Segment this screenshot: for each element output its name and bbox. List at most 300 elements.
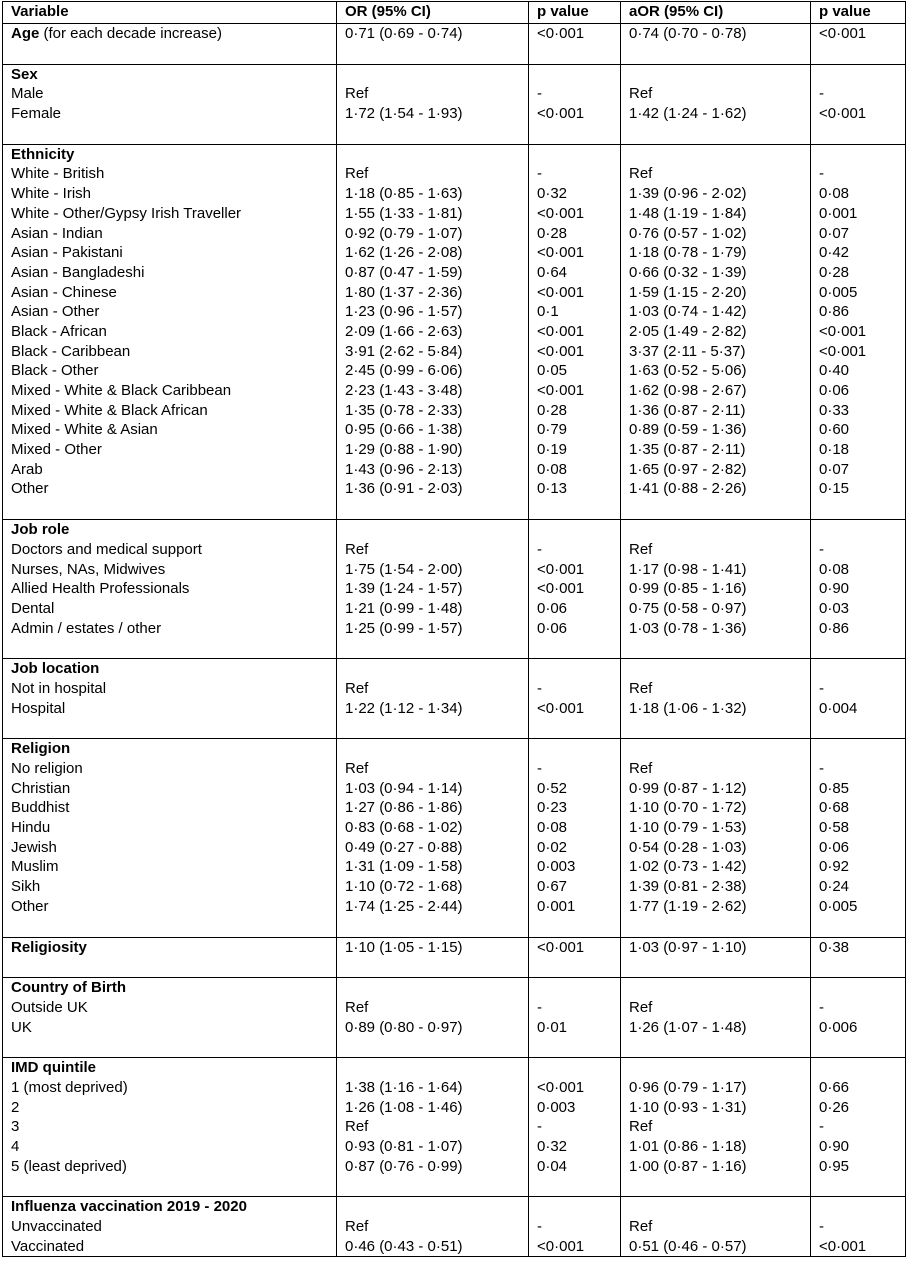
row-value: 0·86: [819, 619, 850, 637]
section-title: [11, 978, 336, 998]
row-value: 0·08: [537, 819, 568, 837]
row-value: 1·01 (0·86 - 1·18): [629, 1138, 747, 1155]
section-summary-value: [345, 1197, 528, 1217]
row-value: 1·03 (0·74 - 1·42): [629, 303, 747, 321]
or-cell: [337, 739, 529, 937]
row-value: 1·36 (0·87 - 2·11): [629, 401, 746, 419]
row-value: 0·004: [819, 699, 858, 717]
adjusted-p-value-cell: [811, 24, 906, 65]
row-value: <0·001: [537, 322, 585, 340]
odds-ratio-table: [2, 1, 906, 1257]
row-value: 0·51 (0·46 - 0·57): [629, 1237, 747, 1255]
row-value: -: [537, 1218, 542, 1236]
header-row: [3, 2, 906, 24]
row-label: Other: [11, 480, 49, 498]
row-label: Buddhist: [11, 799, 70, 817]
section-summary-value: [345, 65, 528, 85]
row-value: Ref: [629, 1218, 653, 1236]
adjusted-p-value-cell: [811, 659, 906, 739]
row-label: Black - African: [11, 322, 107, 340]
row-value: Ref: [629, 1118, 653, 1136]
row-value: 0·90: [819, 1138, 850, 1155]
section-summary-value: [819, 520, 905, 540]
section-title-bold: Influenza vaccination 2019 - 2020: [11, 1198, 247, 1216]
row-value: <0·001: [537, 1078, 585, 1096]
row-value: 0·96 (0·79 - 1·17): [629, 1078, 747, 1096]
row-value: 3·91 (2·62 - 5·84): [345, 342, 463, 360]
row-value: -: [819, 679, 824, 697]
row-label: UK: [11, 1018, 32, 1036]
row-value: 1·31 (1·09 - 1·58): [345, 858, 463, 876]
section-row: [3, 978, 906, 1058]
section-summary-value: [819, 65, 905, 85]
section-summary-value: [537, 1058, 620, 1078]
row-value: <0·001: [537, 560, 585, 578]
row-value: 1·27 (0·86 - 1·86): [345, 799, 463, 817]
row-label: Hindu: [11, 819, 51, 837]
adjusted-p-value-cell: [811, 64, 906, 144]
row-value: <0·001: [537, 580, 585, 598]
row-value: 0·001: [537, 897, 576, 915]
row-value: 1·63 (0·52 - 5·06): [629, 362, 747, 380]
row-value: <0·001: [819, 105, 867, 123]
adjusted-p-value-cell: [811, 1058, 906, 1197]
row-value: 3·37 (2·11 - 5·37): [629, 342, 746, 360]
row-value: 2·23 (1·43 - 3·48): [345, 382, 463, 399]
row-label: Asian - Pakistani: [11, 244, 123, 262]
row-value: 0·003: [537, 858, 576, 876]
row-label: Other: [11, 897, 49, 915]
row-value: -: [819, 760, 824, 777]
section-row: [3, 937, 906, 978]
or-cell: [337, 520, 529, 659]
row-value: 0·28: [537, 224, 568, 242]
row-value: 1·74 (1·25 - 2·44): [345, 897, 463, 915]
variable-cell: [3, 1058, 337, 1197]
variable-cell: [3, 144, 337, 519]
adjusted-p-value-cell: [811, 978, 906, 1058]
section-row: [3, 64, 906, 144]
row-value: 0·64: [537, 263, 568, 281]
row-value: Ref: [345, 540, 369, 558]
or-cell: [337, 1058, 529, 1197]
section-summary-value: [629, 739, 810, 759]
row-label: Male: [11, 85, 44, 103]
row-value: 0·89 (0·80 - 0·97): [345, 1018, 463, 1036]
row-value: 0·006: [819, 1018, 858, 1036]
header-variable: Variable: [3, 2, 337, 24]
row-value: 1·39 (0·81 - 2·38): [629, 878, 747, 896]
variable-cell: [3, 520, 337, 659]
row-value: 0·04: [537, 1157, 568, 1175]
row-value: 1·21 (0·99 - 1·48): [345, 599, 463, 617]
section-summary-value: <0·001: [537, 25, 585, 42]
row-label: Doctors and medical support: [11, 540, 202, 558]
section-summary-value: [537, 520, 620, 540]
row-value: -: [819, 165, 824, 183]
variable-cell: [3, 24, 337, 65]
row-label: No religion: [11, 760, 83, 777]
section-title-bold: IMD quintile: [11, 1059, 96, 1077]
variable-cell: [3, 739, 337, 937]
row-value: <0·001: [819, 1237, 867, 1255]
row-label: Mixed - White & Asian: [11, 421, 158, 439]
variable-cell: [3, 659, 337, 739]
p-value-cell: [529, 978, 621, 1058]
aor-cell: [621, 64, 811, 144]
row-value: 1·43 (0·96 - 2·13): [345, 460, 463, 478]
row-value: 0·06: [819, 382, 850, 399]
section-summary-value: [537, 145, 620, 165]
row-value: 0·19: [537, 441, 568, 459]
row-label: Jewish: [11, 838, 57, 856]
row-label: Asian - Bangladeshi: [11, 263, 145, 281]
row-label: Mixed - Other: [11, 441, 102, 459]
row-label: Mixed - White & Black African: [11, 401, 208, 419]
adjusted-p-value-cell: [811, 1197, 906, 1257]
aor-cell: [621, 1197, 811, 1257]
section-title: [11, 938, 336, 958]
row-value: 0·26: [819, 1098, 850, 1116]
row-value: <0·001: [819, 342, 867, 360]
row-value: 0·05: [537, 362, 568, 380]
row-value: Ref: [345, 760, 369, 777]
row-value: 0·13: [537, 480, 568, 498]
section-summary-value: <0·001: [819, 25, 867, 42]
section-summary-value: [819, 1058, 905, 1078]
row-value: 0·49 (0·27 - 0·88): [345, 838, 463, 856]
row-value: 0·67: [537, 878, 568, 896]
row-label: Christian: [11, 779, 71, 797]
section-summary-value: [345, 739, 528, 759]
aor-cell: [621, 24, 811, 65]
row-value: <0·001: [819, 322, 867, 340]
section-summary-value: [819, 739, 905, 759]
row-value: 0·99 (0·85 - 1·16): [629, 580, 747, 598]
section-row: [3, 1058, 906, 1197]
row-value: -: [819, 540, 824, 558]
row-label: Admin / estates / other: [11, 619, 162, 637]
section-summary-value: [345, 659, 528, 679]
row-value: 0·83 (0·68 - 1·02): [345, 819, 463, 837]
row-value: -: [819, 998, 824, 1016]
row-value: Ref: [345, 1218, 369, 1236]
section-title: [11, 145, 336, 165]
row-value: 0·60: [819, 421, 850, 439]
p-value-cell: [529, 1197, 621, 1257]
row-label: Asian - Chinese: [11, 283, 117, 301]
p-value-cell: [529, 144, 621, 519]
row-value: 0·66: [819, 1078, 850, 1096]
row-value: 0·93 (0·81 - 1·07): [345, 1138, 463, 1155]
row-value: 1·62 (0·98 - 2·67): [629, 382, 747, 399]
row-value: 0·92 (0·79 - 1·07): [345, 224, 463, 242]
row-value: 0·32: [537, 1138, 568, 1155]
row-value: 1·17 (0·98 - 1·41): [629, 560, 747, 578]
header-aor: aOR (95% CI): [621, 2, 811, 24]
section-row: [3, 659, 906, 739]
row-value: Ref: [345, 165, 369, 183]
row-value: 1·65 (0·97 - 2·82): [629, 460, 747, 478]
row-value: 0·001: [819, 204, 858, 222]
row-value: 0·33: [819, 401, 850, 419]
section-title-bold: Country of Birth: [11, 979, 126, 997]
row-value: 0·95 (0·66 - 1·38): [345, 421, 463, 439]
row-value: 0·03: [819, 599, 850, 617]
section-title-suffix: (for each decade increase): [39, 25, 222, 42]
row-value: 1·36 (0·91 - 2·03): [345, 480, 463, 498]
row-value: <0·001: [537, 699, 585, 717]
row-value: 1·55 (1·33 - 1·81): [345, 204, 463, 222]
adjusted-p-value-cell: [811, 937, 906, 978]
row-value: <0·001: [537, 244, 585, 262]
row-value: 1·72 (1·54 - 1·93): [345, 105, 463, 123]
or-cell: [337, 24, 529, 65]
row-value: 0·87 (0·76 - 0·99): [345, 1157, 463, 1175]
row-value: 1·26 (1·07 - 1·48): [629, 1018, 747, 1036]
section-title-bold: Job role: [11, 521, 70, 539]
aor-cell: [621, 1058, 811, 1197]
or-cell: [337, 937, 529, 978]
section-row: [3, 520, 906, 659]
row-value: Ref: [345, 998, 369, 1016]
row-value: 0·23: [537, 799, 568, 817]
section-title-bold: Job location: [11, 660, 100, 678]
row-label: Female: [11, 105, 62, 123]
section-summary-value: 1·03 (0·97 - 1·10): [629, 938, 747, 956]
row-label: White - Irish: [11, 185, 92, 203]
section-summary-value: [537, 65, 620, 85]
row-value: 1·25 (0·99 - 1·57): [345, 619, 463, 637]
aor-cell: [621, 978, 811, 1058]
row-value: 0·46 (0·43 - 0·51): [345, 1237, 463, 1255]
row-value: 1·10 (0·93 - 1·31): [629, 1098, 747, 1116]
row-value: 0·42: [819, 244, 850, 262]
row-value: 1·03 (0·94 - 1·14): [345, 779, 463, 797]
row-value: 0·02: [537, 838, 568, 856]
row-value: Ref: [629, 760, 653, 777]
row-value: 1·62 (1·26 - 2·08): [345, 244, 463, 262]
variable-cell: [3, 937, 337, 978]
section-summary-value: [629, 659, 810, 679]
section-summary-value: [345, 520, 528, 540]
row-value: 1·03 (0·78 - 1·36): [629, 619, 747, 637]
row-value: 1·02 (0·73 - 1·42): [629, 858, 747, 876]
row-value: 0·005: [819, 283, 858, 301]
section-summary-value: <0·001: [537, 938, 585, 956]
row-value: 0·005: [819, 897, 858, 915]
section-title: [11, 659, 336, 679]
row-value: -: [819, 1118, 824, 1136]
row-value: Ref: [629, 998, 653, 1016]
row-label: Unvaccinated: [11, 1218, 102, 1236]
row-value: 0·01: [537, 1018, 568, 1036]
row-value: 0·58: [819, 819, 850, 837]
row-label: Outside UK: [11, 998, 88, 1016]
p-value-cell: [529, 64, 621, 144]
section-summary-value: 0·38: [819, 938, 850, 956]
row-value: 2·05 (1·49 - 2·82): [629, 322, 747, 340]
row-value: 1·80 (1·37 - 2·36): [345, 283, 463, 301]
row-value: 0·24: [819, 878, 850, 896]
row-value: 0·40: [819, 362, 850, 380]
row-value: <0·001: [537, 382, 585, 399]
adjusted-p-value-cell: [811, 739, 906, 937]
row-label: White - British: [11, 165, 105, 183]
section-title-bold: Age: [11, 25, 40, 42]
row-label: 3: [11, 1118, 20, 1136]
section-summary-value: 0·74 (0·70 - 0·78): [629, 25, 747, 42]
section-summary-value: [629, 520, 810, 540]
row-value: -: [537, 1118, 542, 1136]
row-value: <0·001: [537, 283, 585, 301]
section-summary-value: [537, 978, 620, 998]
row-value: <0·001: [537, 1237, 585, 1255]
row-value: 0·66 (0·32 - 1·39): [629, 263, 747, 281]
row-value: 1·29 (0·88 - 1·90): [345, 441, 463, 459]
aor-cell: [621, 659, 811, 739]
row-value: 1·10 (0·72 - 1·68): [345, 878, 463, 896]
row-label: Sikh: [11, 878, 41, 896]
row-value: 1·10 (0·70 - 1·72): [629, 799, 747, 817]
p-value-cell: [529, 659, 621, 739]
row-label: Nurses, NAs, Midwives: [11, 560, 166, 578]
row-label: Mixed - White & Black Caribbean: [11, 382, 232, 399]
aor-cell: [621, 144, 811, 519]
row-value: 1·35 (0·78 - 2·33): [345, 401, 463, 419]
row-value: 0·003: [537, 1098, 576, 1116]
section-summary-value: 1·10 (1·05 - 1·15): [345, 938, 463, 956]
aor-cell: [621, 937, 811, 978]
row-value: 1·10 (0·79 - 1·53): [629, 819, 747, 837]
aor-cell: [621, 520, 811, 659]
section-summary-value: [629, 65, 810, 85]
section-summary-value: [537, 659, 620, 679]
section-summary-value: [629, 978, 810, 998]
row-value: 0·68: [819, 799, 850, 817]
row-value: -: [537, 998, 542, 1016]
variable-cell: [3, 64, 337, 144]
or-cell: [337, 978, 529, 1058]
row-value: 0·06: [537, 599, 568, 617]
row-value: 1·77 (1·19 - 2·62): [629, 897, 747, 915]
row-value: Ref: [345, 1118, 369, 1136]
row-label: Asian - Other: [11, 303, 100, 321]
section-summary-value: [819, 1197, 905, 1217]
row-label: Not in hospital: [11, 679, 107, 697]
row-value: 1·39 (1·24 - 1·57): [345, 580, 463, 598]
row-value: 0·75 (0·58 - 0·97): [629, 599, 747, 617]
row-label: Vaccinated: [11, 1237, 85, 1255]
or-cell: [337, 64, 529, 144]
row-value: 1·59 (1·15 - 2·20): [629, 283, 747, 301]
row-value: Ref: [345, 679, 369, 697]
row-value: 1·18 (0·85 - 1·63): [345, 185, 463, 203]
row-label: Dental: [11, 599, 55, 617]
row-label: Arab: [11, 460, 43, 478]
or-cell: [337, 1197, 529, 1257]
section-summary-value: [819, 145, 905, 165]
row-value: 0·07: [819, 224, 850, 242]
section-summary-value: [537, 739, 620, 759]
variable-cell: [3, 978, 337, 1058]
row-value: -: [537, 679, 542, 697]
row-value: 1·35 (0·87 - 2·11): [629, 441, 746, 459]
row-value: 0·89 (0·59 - 1·36): [629, 421, 747, 439]
row-value: 0·1: [537, 303, 559, 321]
row-value: -: [819, 85, 824, 103]
row-value: 0·87 (0·47 - 1·59): [345, 263, 463, 281]
row-value: 0·07: [819, 460, 850, 478]
section-summary-value: [345, 978, 528, 998]
row-value: 0·52: [537, 779, 568, 797]
row-value: 0·99 (0·87 - 1·12): [629, 779, 747, 797]
row-label: Muslim: [11, 858, 59, 876]
section-summary-value: [629, 1197, 810, 1217]
section-title-bold: Ethnicity: [11, 145, 75, 163]
row-value: 0·08: [819, 185, 850, 203]
header-or: OR (95% CI): [337, 2, 529, 24]
row-label: 1 (most deprived): [11, 1078, 128, 1096]
row-value: -: [537, 540, 542, 558]
header-adjusted-p-value: p value: [811, 2, 906, 24]
row-value: 1·48 (1·19 - 1·84): [629, 204, 747, 222]
section-summary-value: [345, 1058, 528, 1078]
row-label: Allied Health Professionals: [11, 580, 190, 598]
row-value: 0·08: [819, 560, 850, 578]
row-value: Ref: [629, 165, 653, 183]
row-value: 0·06: [819, 838, 850, 856]
row-value: -: [537, 165, 542, 183]
row-value: 2·45 (0·99 - 6·06): [345, 362, 463, 380]
row-value: 0·85: [819, 779, 850, 797]
row-label: Hospital: [11, 699, 66, 717]
row-value: 1·18 (0·78 - 1·79): [629, 244, 747, 262]
or-cell: [337, 144, 529, 519]
section-title-bold: Religion: [11, 740, 71, 758]
row-value: -: [819, 1218, 824, 1236]
p-value-cell: [529, 1058, 621, 1197]
section-title: [11, 65, 336, 85]
or-cell: [337, 659, 529, 739]
row-value: 0·08: [537, 460, 568, 478]
row-value: 1·22 (1·12 - 1·34): [345, 699, 463, 717]
row-value: 0·15: [819, 480, 850, 498]
variable-cell: [3, 1197, 337, 1257]
row-label: Black - Caribbean: [11, 342, 131, 360]
section-title-bold: Religiosity: [11, 938, 87, 956]
row-label: 4: [11, 1138, 20, 1155]
row-value: 1·39 (0·96 - 2·02): [629, 185, 747, 203]
row-value: 1·18 (1·06 - 1·32): [629, 699, 747, 717]
row-label: Black - Other: [11, 362, 99, 380]
row-value: 0·76 (0·57 - 1·02): [629, 224, 747, 242]
row-value: 0·95: [819, 1157, 850, 1175]
row-value: Ref: [629, 679, 653, 697]
row-value: 1·41 (0·88 - 2·26): [629, 480, 747, 498]
row-value: Ref: [345, 85, 369, 103]
row-value: <0·001: [537, 105, 585, 123]
section-row: [3, 24, 906, 65]
row-value: 0·54 (0·28 - 1·03): [629, 838, 747, 856]
row-value: 1·26 (1·08 - 1·46): [345, 1098, 463, 1116]
row-value: 0·86: [819, 303, 850, 321]
section-summary-value: [345, 145, 528, 165]
section-row: [3, 1197, 906, 1257]
adjusted-p-value-cell: [811, 144, 906, 519]
section-title: [11, 739, 336, 759]
row-value: Ref: [629, 85, 653, 103]
